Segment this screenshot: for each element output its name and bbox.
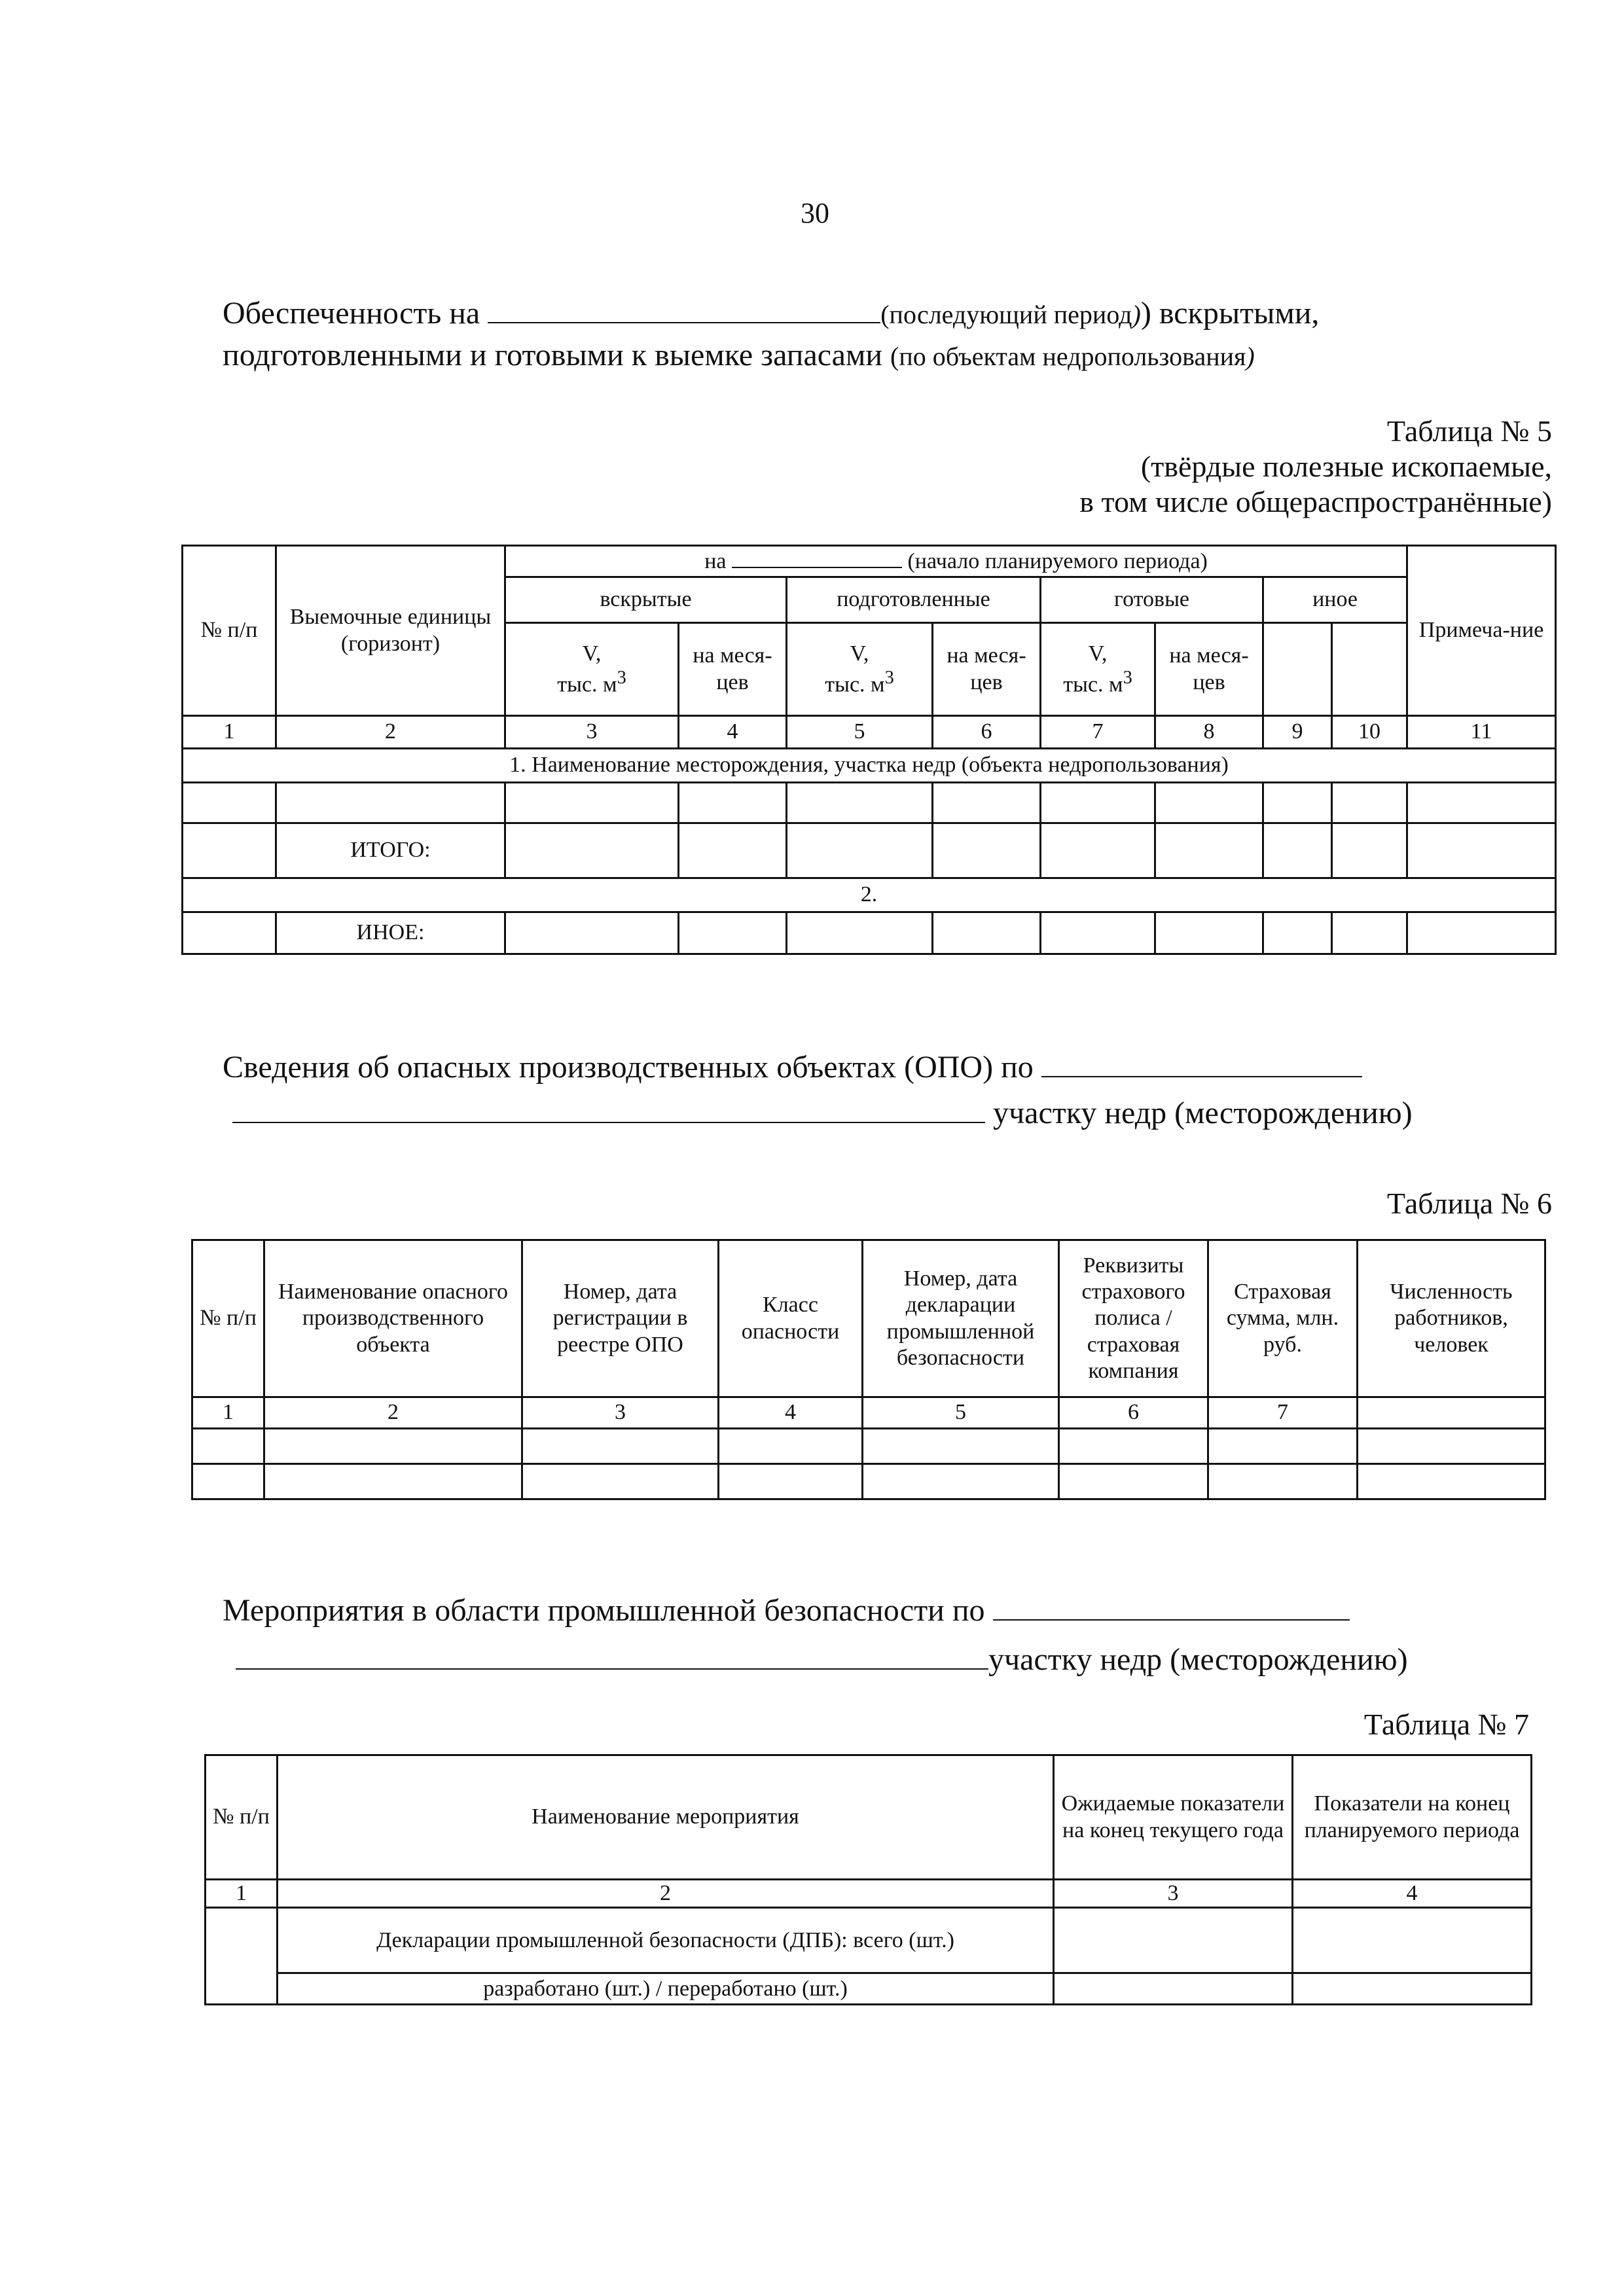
colnum: 2 — [278, 1880, 1054, 1908]
table-cell[interactable] — [1054, 1973, 1293, 2005]
colnum: 4 — [719, 1397, 863, 1429]
t6-header-sum — [1208, 1240, 1358, 1397]
table-cell[interactable] — [933, 783, 1041, 823]
section7-heading-text-a: Мероприятия в области промышленной безопасности по — [223, 1593, 985, 1628]
table-cell[interactable] — [1407, 783, 1556, 823]
table-cell[interactable] — [505, 823, 679, 878]
table5-caption — [1079, 414, 1552, 520]
section7-heading-line2 — [236, 1640, 1408, 1680]
colnum: 6 — [933, 716, 1041, 749]
section6-heading-line1 — [223, 1047, 1362, 1088]
t6-header-sum-text: Страховая сумма, млн. руб. — [1226, 1280, 1339, 1357]
t7-header-num: № п/п — [206, 1755, 278, 1880]
table-row — [192, 1429, 1545, 1464]
colnum: 5 — [787, 716, 933, 749]
table5-caption-sub2: в том числе общераспространённые) — [1079, 485, 1552, 518]
table-cell[interactable] — [1407, 823, 1556, 878]
t6-header-registration: Номер, дата регистрации в реестре ОПО — [522, 1240, 719, 1397]
header-volume-ready — [1041, 623, 1155, 716]
table-cell[interactable] — [787, 823, 933, 878]
table-cell[interactable] — [1332, 912, 1407, 954]
colnum: 4 — [1293, 1880, 1532, 1908]
section5-heading-text-a: Обеспеченность на — [223, 296, 480, 331]
table-cell[interactable] — [1332, 823, 1407, 878]
table7-column-numbers — [206, 1880, 1532, 1908]
header-on: на — [704, 549, 727, 574]
total-row — [183, 823, 1556, 878]
table6-column-numbers — [192, 1397, 1545, 1429]
table5-caption-sub1: (твёрдые полезные ископаемые, — [1140, 450, 1552, 483]
page-number: 30 — [801, 197, 829, 229]
header-num: № п/п — [183, 546, 276, 716]
header-months-opened: на меся-цев — [679, 623, 787, 716]
table-cell[interactable] — [1358, 1429, 1545, 1464]
table-cell[interactable] — [1155, 912, 1263, 954]
t6-header-num: № п/п — [192, 1240, 264, 1397]
colnum: 2 — [276, 716, 505, 749]
colnum: 6 — [1059, 1397, 1208, 1429]
table-cell[interactable] — [1059, 1429, 1208, 1464]
table-7 — [204, 1754, 1532, 2005]
t6-header-declaration: Номер, дата декларации промышленной безопасности — [863, 1240, 1059, 1397]
table5-caption-title: Таблица № 5 — [1386, 414, 1552, 448]
other-label: ИНОЕ: — [276, 912, 505, 954]
table-cell[interactable] — [679, 912, 787, 954]
header-other-a — [1263, 623, 1332, 716]
colnum: 1 — [206, 1880, 278, 1908]
table-cell[interactable] — [264, 1464, 522, 1499]
header-months-prepared: на меся-цев — [933, 623, 1041, 716]
period-blank-line[interactable] — [488, 293, 880, 323]
t7-header-expected: Ожидаемые показатели на конец текущего года — [1054, 1755, 1293, 1880]
colnum: 1 — [183, 716, 276, 749]
table-cell[interactable] — [1407, 912, 1556, 954]
volume-sup: 3 — [884, 667, 894, 688]
table-cell[interactable] — [1358, 1464, 1545, 1499]
header-opened: вскрытые — [505, 577, 787, 623]
t6-header-class: Класс опасности — [719, 1240, 863, 1397]
header-prepared: подготовленные — [787, 577, 1041, 623]
header-months-ready: на меся-цев — [1155, 623, 1263, 716]
table7-caption: Таблица № 7 — [1363, 1708, 1529, 1741]
volume-unit: тыс. м — [557, 672, 617, 697]
table-cell[interactable] — [183, 912, 276, 954]
table-cell[interactable] — [183, 783, 276, 823]
table-row — [206, 1908, 1532, 1973]
table-cell[interactable] — [1208, 1429, 1358, 1464]
deposit-section-row-1: 1. Наименование месторождения, участка недр (объекта недропользования) — [183, 749, 1556, 783]
table-cell[interactable] — [1263, 912, 1332, 954]
subsoil-blank-line-2[interactable] — [232, 1093, 985, 1123]
section7-heading-line1 — [223, 1590, 1350, 1631]
colnum: 3 — [1054, 1880, 1293, 1908]
table-cell[interactable] — [679, 823, 787, 878]
table-cell[interactable] — [1263, 823, 1332, 878]
header-volume-opened — [505, 623, 679, 716]
colnum: 4 — [679, 716, 787, 749]
colnum: 7 — [1041, 716, 1155, 749]
header-ready: готовые — [1041, 577, 1263, 623]
table-6 — [191, 1239, 1546, 1500]
table-cell[interactable] — [719, 1429, 863, 1464]
table-cell[interactable] — [505, 783, 679, 823]
volume-unit: тыс. м — [825, 672, 885, 697]
colnum: 1 — [192, 1397, 264, 1429]
table-cell[interactable] — [522, 1429, 719, 1464]
section5-heading-line2 — [223, 335, 1255, 377]
table-cell[interactable] — [192, 1429, 264, 1464]
section5-heading-text-d: подготовленными и готовыми к выемке запасами — [223, 338, 882, 372]
colnum: 10 — [1332, 716, 1407, 749]
dpb-developed-label: разработано (шт.) / переработано (шт.) — [278, 1973, 1054, 2005]
section7-heading-text-b: участку недр (месторождению) — [988, 1642, 1408, 1677]
table-row — [206, 1973, 1532, 2005]
table-cell[interactable] — [679, 783, 787, 823]
volume-sup: 3 — [1123, 667, 1132, 688]
colnum: 3 — [505, 716, 679, 749]
table-cell[interactable] — [183, 823, 276, 878]
deposit-section-row-2: 2. — [183, 878, 1556, 912]
table-cell[interactable] — [1155, 823, 1263, 878]
volume-label: V, — [582, 641, 602, 666]
table-5 — [181, 545, 1557, 955]
header-other: иное — [1263, 577, 1407, 623]
other-row — [183, 912, 1556, 954]
table-cell[interactable] — [206, 1908, 278, 2005]
header-other-b — [1332, 623, 1407, 716]
table-cell[interactable] — [933, 912, 1041, 954]
section6-heading-text-a: Сведения об опасных производственных объектах (ОПО) по — [223, 1050, 1034, 1085]
volume-label: V, — [1088, 641, 1108, 666]
colnum: 5 — [863, 1397, 1059, 1429]
table-cell[interactable] — [1332, 783, 1407, 823]
colnum: 7 — [1208, 1397, 1358, 1429]
colnum: 11 — [1407, 716, 1556, 749]
table-cell[interactable] — [522, 1464, 719, 1499]
colnum: 8 — [1155, 716, 1263, 749]
dpb-total-label: Декларации промышленной безопасности (ДПБ): всего (шт.) — [278, 1908, 1054, 1973]
header-period — [505, 546, 1407, 577]
colnum: 2 — [264, 1397, 522, 1429]
table-cell[interactable] — [1293, 1908, 1532, 1973]
section6-heading-text-b: участку недр (месторождению) — [993, 1096, 1413, 1130]
table-cell[interactable] — [264, 1429, 522, 1464]
table-cell[interactable] — [787, 783, 933, 823]
t7-header-measure: Наименование мероприятия — [278, 1755, 1054, 1880]
volume-sup: 3 — [617, 667, 626, 688]
total-label: ИТОГО: — [276, 823, 505, 878]
table-cell[interactable] — [1041, 783, 1155, 823]
table-cell[interactable] — [719, 1464, 863, 1499]
table-cell[interactable] — [787, 912, 933, 954]
t7-header-planned: Показатели на конец планируемого периода — [1293, 1755, 1532, 1880]
section5-heading-text-e: (по объектам недропользования — [890, 342, 1246, 371]
colnum: 3 — [522, 1397, 719, 1429]
colnum: 9 — [1263, 716, 1332, 749]
table-cell[interactable] — [863, 1429, 1059, 1464]
start-period-blank[interactable] — [732, 547, 902, 568]
volume-label: V, — [850, 641, 869, 666]
subsoil-blank-line-3[interactable] — [993, 1590, 1350, 1621]
table-cell[interactable] — [933, 823, 1041, 878]
table-cell[interactable] — [276, 783, 505, 823]
section5-heading-text-f: ) — [1246, 342, 1255, 371]
table-cell[interactable] — [1155, 783, 1263, 823]
section6-heading-line2 — [232, 1093, 1413, 1134]
table-cell[interactable] — [1041, 912, 1155, 954]
table-cell[interactable] — [1041, 823, 1155, 878]
table-cell[interactable] — [505, 912, 679, 954]
section5-heading-text-b: (последующий период — [880, 300, 1132, 329]
t6-header-workers: Численность работников, человек — [1358, 1240, 1545, 1397]
colnum — [1358, 1397, 1545, 1429]
section5-heading-text-c: ) вскрытыми, — [1140, 296, 1320, 331]
table-cell[interactable] — [1208, 1464, 1358, 1499]
table-cell[interactable] — [863, 1464, 1059, 1499]
table-row — [192, 1464, 1545, 1499]
table-cell[interactable] — [1054, 1908, 1293, 1973]
header-notes: Примеча-ние — [1407, 546, 1556, 716]
table5-column-numbers — [183, 716, 1556, 749]
section5-heading-line1: Обеспеченность на (последующий период)) вскрытыми, — [223, 293, 1319, 335]
header-volume-prepared — [787, 623, 933, 716]
table-cell[interactable] — [1263, 783, 1332, 823]
t6-header-object: Наименование опасного производственного объекта — [264, 1240, 522, 1397]
table-cell[interactable] — [192, 1464, 264, 1499]
table-row — [183, 783, 1556, 823]
header-period-text: (начало планируемого периода) — [907, 549, 1208, 574]
header-units: Выемочные единицы (горизонт) — [276, 546, 505, 716]
table6-caption: Таблица № 6 — [1386, 1187, 1552, 1220]
t6-header-insurance: Реквизиты страхового полиса / страховая компания — [1059, 1240, 1208, 1397]
volume-unit: тыс. м — [1063, 672, 1123, 697]
table-cell[interactable] — [1293, 1973, 1532, 2005]
subsoil-blank-line-4[interactable] — [236, 1640, 988, 1670]
table-cell[interactable] — [1059, 1464, 1208, 1499]
subsoil-blank-line-1[interactable] — [1041, 1047, 1362, 1077]
